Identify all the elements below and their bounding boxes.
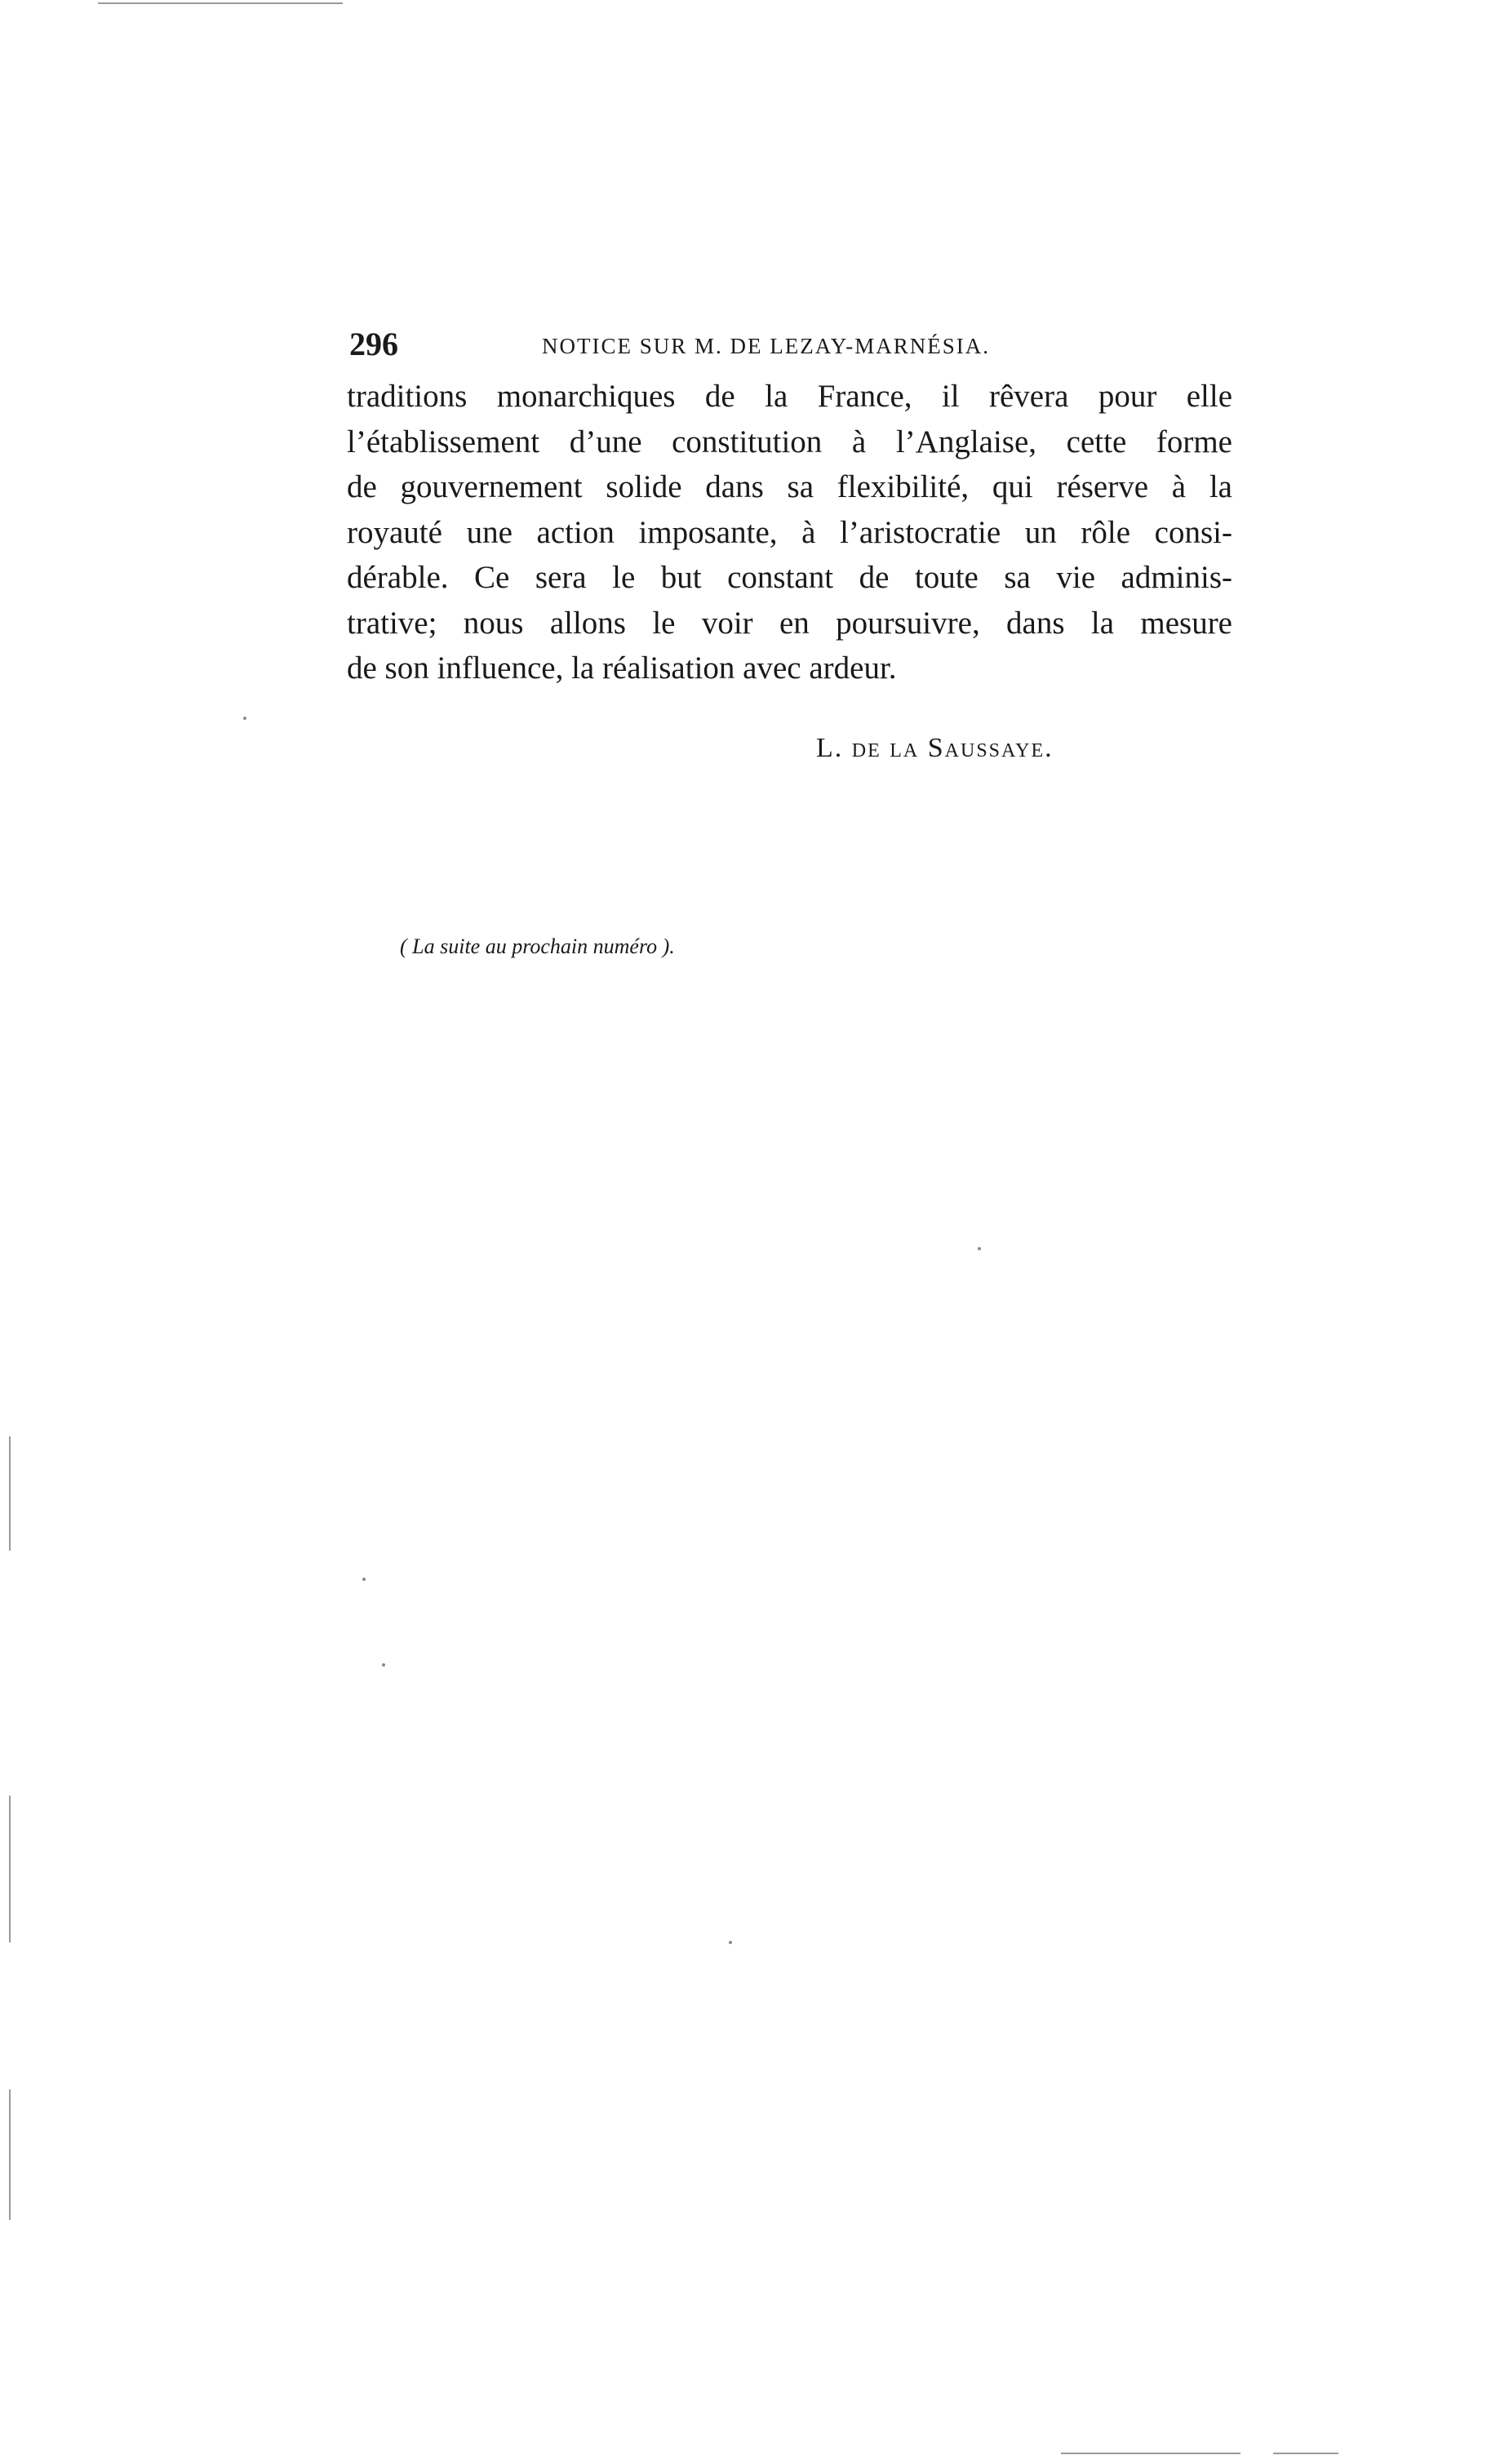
body-line: de gouvernement solide dans sa flexibilité, qui réserve à la — [347, 469, 1232, 504]
body-line: l’établissement d’une constitution à l’Anglaise, cette forme — [347, 424, 1232, 460]
dust-speck — [243, 717, 246, 720]
dust-speck — [382, 1663, 385, 1667]
running-title: NOTICE SUR M. DE LEZAY-MARNÉSIA. — [542, 334, 991, 358]
body-line: de son influence, la réalisation avec ardeur. — [347, 650, 897, 686]
body-line: trative; nous allons le voir en poursuivre, dans la mesure — [347, 605, 1232, 641]
body-line: traditions monarchiques de la France, il rêvera pour elle — [347, 379, 1232, 414]
continuation-note: ( La suite au prochain numéro ). — [400, 935, 675, 958]
dust-speck — [978, 1247, 981, 1250]
body-line: dérable. Ce sera le but constant de toute sa vie adminis- — [347, 560, 1232, 595]
dust-speck — [362, 1578, 366, 1581]
dust-speck — [729, 1941, 732, 1944]
page-number: 296 — [349, 326, 398, 362]
author-signature: L. de la Saussaye. — [816, 733, 1054, 763]
body-line: royauté une action imposante, à l’aristocratie un rôle consi- — [347, 514, 1232, 550]
